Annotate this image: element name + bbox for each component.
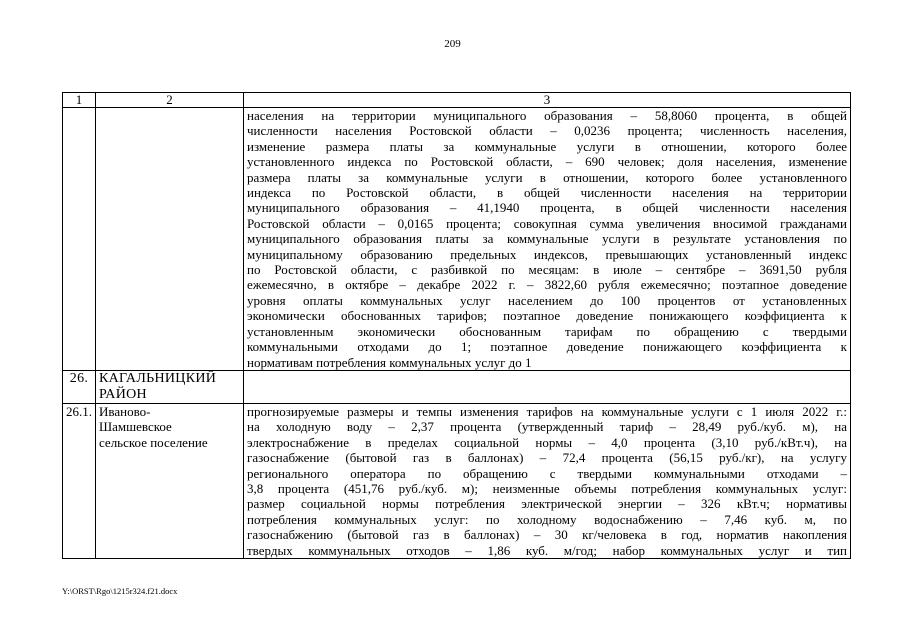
text-line: установленного индекса по Ростовской области, – 690 человек; доля населения, изменение [247, 154, 847, 170]
header-col-1: 1 [63, 93, 96, 108]
file-path-footer: Y:\ORST\Rgo\1215r324.f21.docx [62, 586, 178, 596]
text-line: изменение размера платы за коммунальные услуги в отношении, которого более [247, 138, 847, 154]
text-line: Ростовской области – 0,0165 процента; совокупная сумма увеличения вносимой гражданами [247, 215, 847, 231]
settlement-text [244, 403, 851, 558]
continuation-text [244, 108, 851, 371]
cell-empty-name [96, 108, 244, 371]
tariff-table [62, 92, 851, 559]
text-line: муниципального образования платы за коммунальные услуги в результате установления по [247, 231, 847, 247]
text-line: численности населения Ростовской области – 0,0236 процента; численность населения, [247, 123, 847, 139]
district-name-line-1: КАГАЛЬНИЦКИЙ [99, 370, 217, 386]
text-line: прогнозируемые размеры и темпы изменения тарифов на коммунальные услуги с 1 июля 2022 г.: [247, 403, 847, 419]
page-number: 209 [444, 38, 461, 50]
text-line: 3,8 процента (451,76 руб./куб. м); неизменные объемы потребления коммунальных услуг: [247, 480, 847, 496]
table-header-row [63, 93, 851, 108]
settlement-name-line-1: Иваново- [99, 403, 151, 419]
settlement-name [96, 403, 244, 558]
text-line: уровня оплаты коммунальных услуг населением до 100 процентов от установленных [247, 292, 847, 308]
text-line: размер социальной нормы потребления электрической энергии – 326 кВт.ч; нормативы [247, 496, 847, 512]
text-line: муниципального образования – 41,1940 процента, в общей численности населения [247, 200, 847, 216]
table-row-district [63, 370, 851, 403]
text-line: индекса по Ростовской области, в общей численности населения на территории [247, 185, 847, 201]
district-number: 26. [63, 370, 96, 403]
text-line: ежемесячно, в октябре – декабре 2022 г. – 3822,60 рубля ежемесячно; поэтапное доведение [247, 277, 847, 293]
text-line: твердых коммунальных отходов – 1,86 куб. м/год; набор коммунальных услуг и тип [247, 542, 847, 558]
text-line: размера платы за коммунальные услуги в отношении, которого более установленного [247, 169, 847, 185]
text-line-last: нормативам потребления коммунальных услуг до 1 [247, 354, 532, 370]
text-line: потребления коммунальных услуг: по холодному водоснабжению – 7,46 куб. м, по [247, 511, 847, 527]
text-line: на холодную воду – 2,37 процента (утвержденный тариф – 28,49 руб./куб. м), на [247, 419, 847, 435]
settlement-name-line-3: сельское поселение [99, 434, 208, 450]
settlement-name-line-2: Шамшевское [99, 419, 172, 435]
settlement-number: 26.1. [63, 403, 96, 558]
text-line: коммунальными отходами до 1; поэтапное доведение понижающего коэффициента к [247, 339, 847, 355]
text-line: регионального оператора по обращению с твердыми коммунальными отходами – [247, 465, 847, 481]
text-line: газоснабжение (бытовой газ в баллонах) – 72,4 процента (56,15 руб./кг), на услугу [247, 450, 847, 466]
text-line: населения на территории муниципального образования – 58,8060 процента, в общей [247, 108, 847, 123]
header-col-2: 2 [96, 93, 244, 108]
table-row-continuation [63, 108, 851, 371]
text-line: муниципальному образованию предельных индексов, превышающих установленный индекс [247, 246, 847, 262]
header-col-3: 3 [244, 93, 851, 108]
text-line: установленным экономически обоснованным тарифам по обращению с твердыми [247, 323, 847, 339]
district-name-line-2: РАЙОН [99, 386, 147, 402]
district-empty-cell [244, 370, 851, 403]
text-line: по Ростовской области, с разбивкой по месяцам: в июле – сентябре – 3691,50 рубля [247, 262, 847, 278]
district-name [96, 370, 244, 403]
table-row-settlement [63, 403, 851, 558]
text-line: экономически обоснованных тарифов; поэтапное доведение понижающего коэффициента к [247, 308, 847, 324]
cell-empty-number [63, 108, 96, 371]
text-line: газоснабжению (бытовой газ в баллонах) – 30 кг/человека в год, норматив накопления [247, 527, 847, 543]
text-line: электроснабжение в пределах социальной нормы – 4,0 процента (3,10 руб./кВт.ч), на [247, 434, 847, 450]
